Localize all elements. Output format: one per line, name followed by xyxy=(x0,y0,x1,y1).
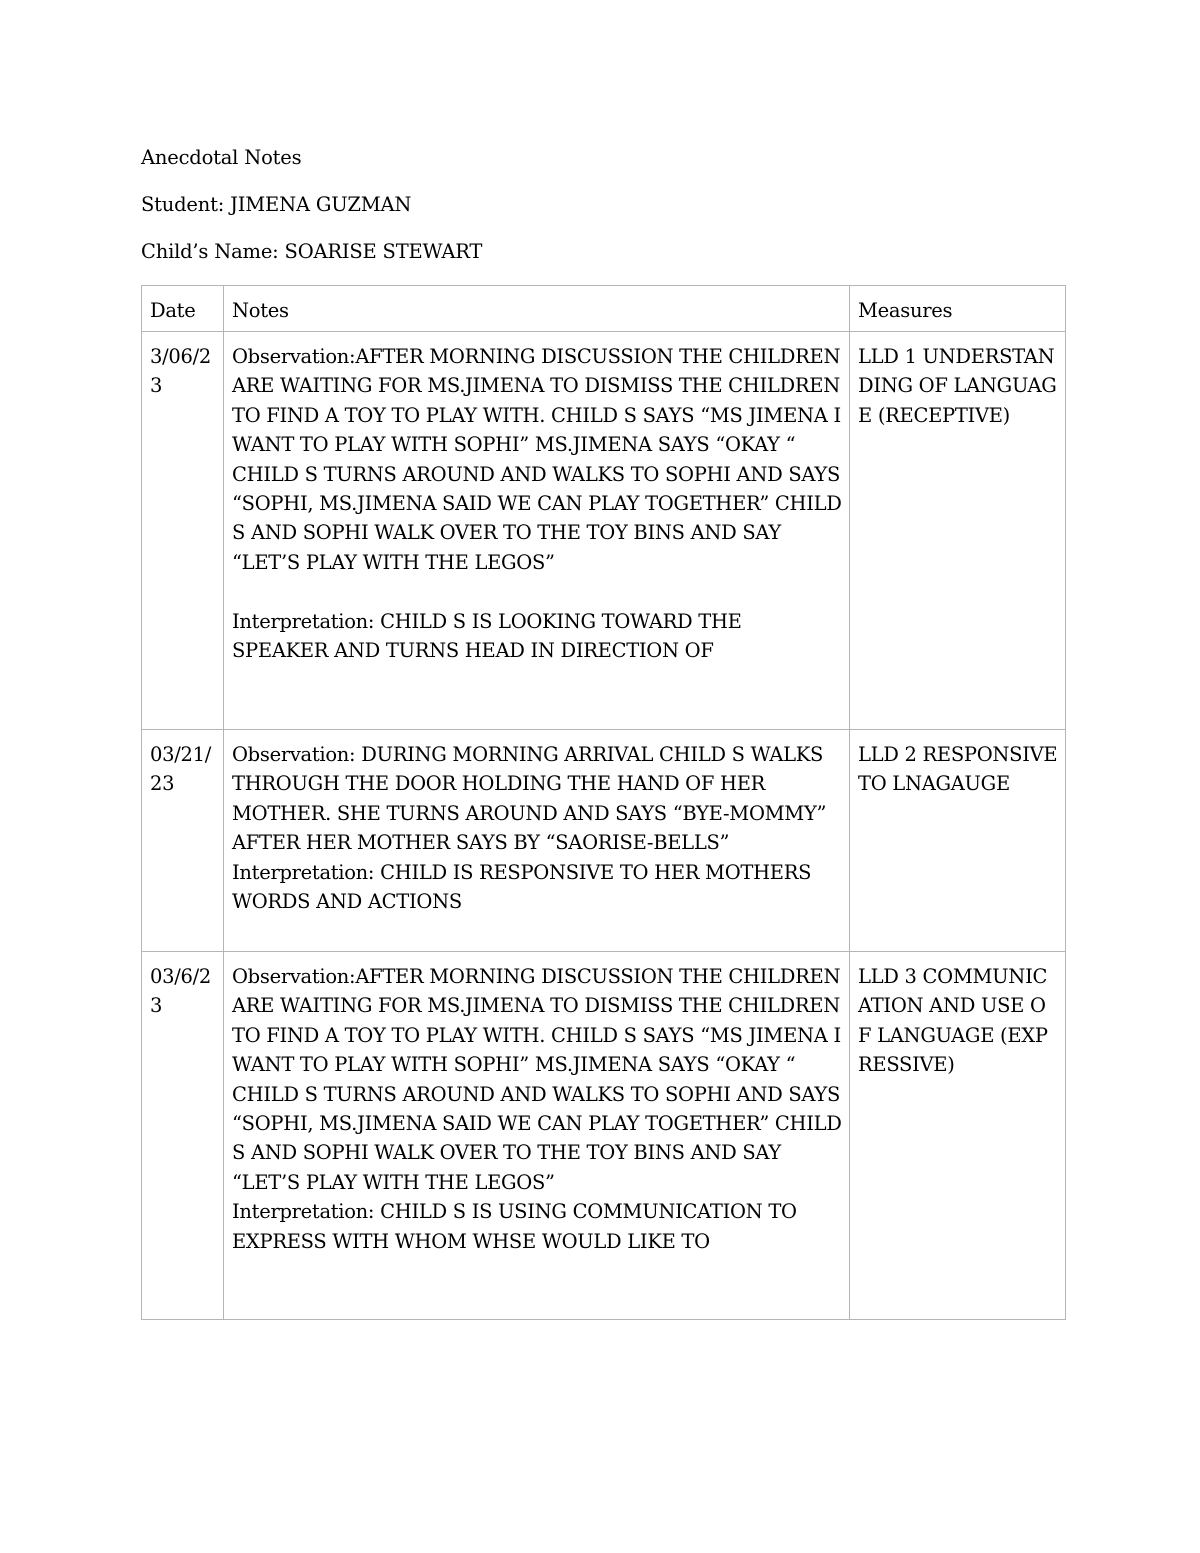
table-row xyxy=(142,730,1066,952)
notes-cell xyxy=(224,332,850,730)
measure-value: LLD 1 UNDERSTANDING OF LANGUAGE (RECEPTIVE) xyxy=(858,345,1057,427)
document-title-text: Anecdotal Notes xyxy=(141,146,302,169)
measures-column-header: Measures xyxy=(850,286,1066,332)
student-line xyxy=(141,193,411,217)
table-row xyxy=(142,952,1066,1320)
notes-column-header: Notes xyxy=(224,286,850,332)
observation-label: Observation: xyxy=(232,345,356,368)
interpretation-label: Interpretation: xyxy=(232,860,375,884)
student-label: Student: xyxy=(141,193,225,216)
table-header-row xyxy=(142,286,1066,332)
measure-cell xyxy=(850,730,1066,952)
student-name: JIMENA GUZMAN xyxy=(230,193,412,216)
interpretation-body: CHILD S IS LOOKING TOWARD THE SPEAKER AND TURNS HEAD IN DIRECTION OF xyxy=(232,609,742,663)
child-name-value: SOARISE STEWART xyxy=(284,240,483,263)
date-value: 03/6/23 xyxy=(150,965,211,1018)
date-value: 3/06/23 xyxy=(150,345,211,398)
date-column-header: Date xyxy=(142,286,224,332)
notes-cell xyxy=(224,952,850,1320)
interpretation-body: CHILD IS RESPONSIVE TO HER MOTHERS WORDS AND ACTIONS xyxy=(232,860,812,914)
observation-body: DURING MORNING ARRIVAL CHILD S WALKS THROUGH THE DOOR HOLDING THE HAND OF HER MOTHER. SHE TURNS AROUND AND SAYS “BYE-MOMMY” AFTER HER MOTHER SAYS BY “SAORISE-BELLS” xyxy=(232,743,827,855)
date-cell xyxy=(142,730,224,952)
observation-text xyxy=(232,962,842,1197)
observation-label: Observation: xyxy=(232,965,356,988)
interpretation-text xyxy=(232,858,842,917)
observation-text xyxy=(232,342,842,577)
child-name-line xyxy=(141,240,482,264)
date-cell xyxy=(142,952,224,1320)
notes-cell xyxy=(224,730,850,952)
measure-cell xyxy=(850,332,1066,730)
paragraph-gap xyxy=(232,577,842,606)
child-name-label: Child’s Name: xyxy=(141,240,279,263)
observation-body: AFTER MORNING DISCUSSION THE CHILDREN ARE WAITING FOR MS.JIMENA TO DISMISS THE CHILDREN TO FIND A TOY TO PLAY WITH. CHILD S SAYS “MS JIMENA I WANT TO PLAY WITH SOPHI” MS.JIMENA SAYS “OKAY “ CHILD S TURNS AROUND AND WALKS TO SOPHI AND SAYS “SOPHI, MS.JIMENA SAID WE CAN PLAY TOGETHER” CHILD S AND SOPHI WALK OVER TO THE TOY BINS AND SAY “LET’S PLAY WITH THE LEGOS” xyxy=(232,965,842,1194)
date-value: 03/21/23 xyxy=(150,743,211,796)
interpretation-label: Interpretation: xyxy=(232,1200,375,1224)
interpretation-label: Interpretation: xyxy=(232,609,375,633)
measure-cell xyxy=(850,952,1066,1320)
observation-body: AFTER MORNING DISCUSSION THE CHILDREN ARE WAITING FOR MS.JIMENA TO DISMISS THE CHILDREN TO FIND A TOY TO PLAY WITH. CHILD S SAYS “MS JIMENA I WANT TO PLAY WITH SOPHI” MS.JIMENA SAYS “OKAY “ CHILD S TURNS AROUND AND WALKS TO SOPHI AND SAYS “SOPHI, MS.JIMENA SAID WE CAN PLAY TOGETHER” CHILD S AND SOPHI WALK OVER TO THE TOY BINS AND SAY “LET’S PLAY WITH THE LEGOS” xyxy=(232,345,842,574)
date-cell xyxy=(142,332,224,730)
interpretation-text xyxy=(232,1197,842,1256)
measure-value: LLD 2 RESPONSIVE TO LNAGAUGE xyxy=(858,743,1058,796)
measure-value: LLD 3 COMMUNICATION AND USE OF LANGUAGE (EXPRESSIVE) xyxy=(858,965,1048,1077)
anecdotal-notes-table xyxy=(141,285,1066,1320)
interpretation-text xyxy=(232,607,842,666)
observation-label: Observation: xyxy=(232,743,356,766)
interpretation-body: CHILD S IS USING COMMUNICATION TO EXPRESS WITH WHOM WHSE WOULD LIKE TO xyxy=(232,1200,797,1253)
document-title xyxy=(141,146,301,170)
table-row xyxy=(142,332,1066,730)
observation-text xyxy=(232,740,842,858)
